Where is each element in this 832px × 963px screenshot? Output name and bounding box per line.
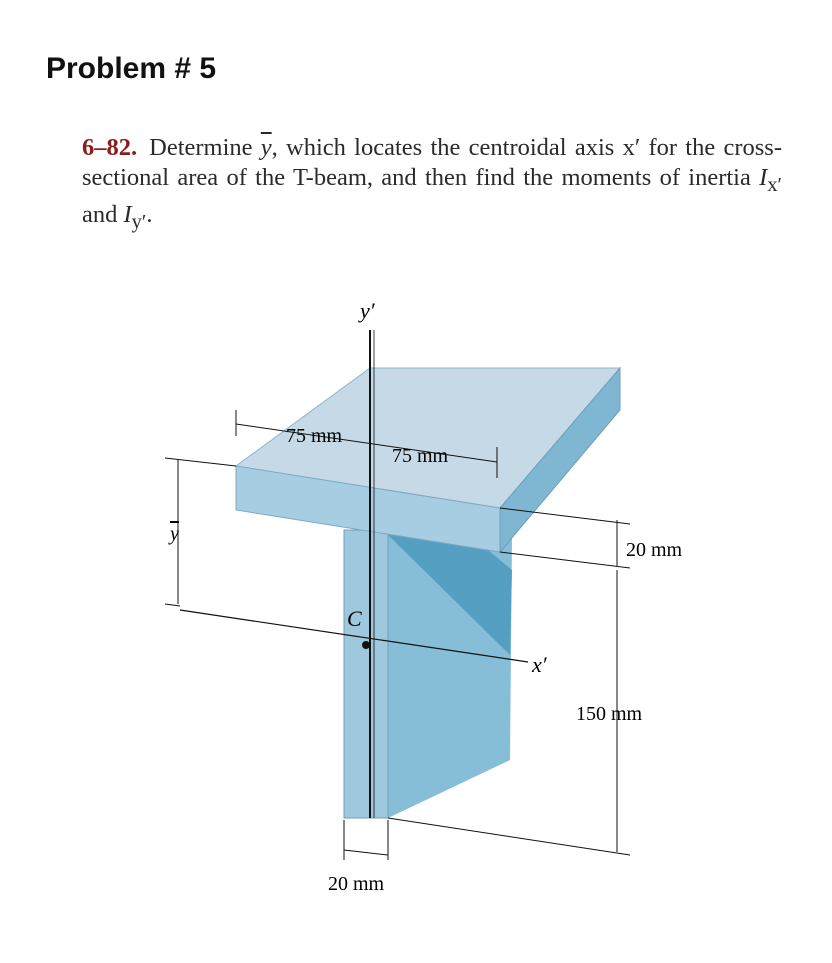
web-ext-bottom <box>388 818 630 855</box>
ix-subscript: x′ <box>767 173 782 196</box>
end-text: . <box>146 200 153 228</box>
ybar-ext-top <box>165 458 236 466</box>
centroid-point <box>362 641 370 649</box>
y-axis-label: y′ <box>360 298 375 323</box>
iy-subscript: y′ <box>131 210 147 233</box>
thk-ext-bottom <box>500 552 630 568</box>
line3-prefix: moments of inertia <box>561 164 760 191</box>
flange-right-dim: 75 mm <box>392 445 449 467</box>
flange-left-dim: 75 mm <box>286 425 343 447</box>
line1-suffix: , which locates the centroidal axis x′ for <box>271 134 678 161</box>
web-height-dim: 150 mm <box>576 703 643 725</box>
ybar-label: y <box>170 523 179 545</box>
centroid-label: C <box>347 606 362 631</box>
and-text: and <box>82 200 124 228</box>
iy-symbol: I <box>123 200 132 228</box>
problem-number: 6–82. <box>82 134 138 161</box>
web-width-dim: 20 mm <box>328 873 385 895</box>
line2: the cross-sectional area of the T-beam, and then find the <box>82 134 782 191</box>
web-front-face <box>344 530 388 818</box>
ix-symbol: I <box>759 164 768 191</box>
problem-heading: Problem # 5 <box>46 52 217 85</box>
flange-thickness-dim: 20 mm <box>626 539 683 561</box>
ybar-symbol: $\overline{y}$ <box>260 134 272 161</box>
x-axis-label: x′ <box>532 652 547 677</box>
line1-prefix: Determine <box>149 134 261 161</box>
web-width-dim-line <box>344 850 388 855</box>
ybar-ext-bottom <box>165 604 180 606</box>
